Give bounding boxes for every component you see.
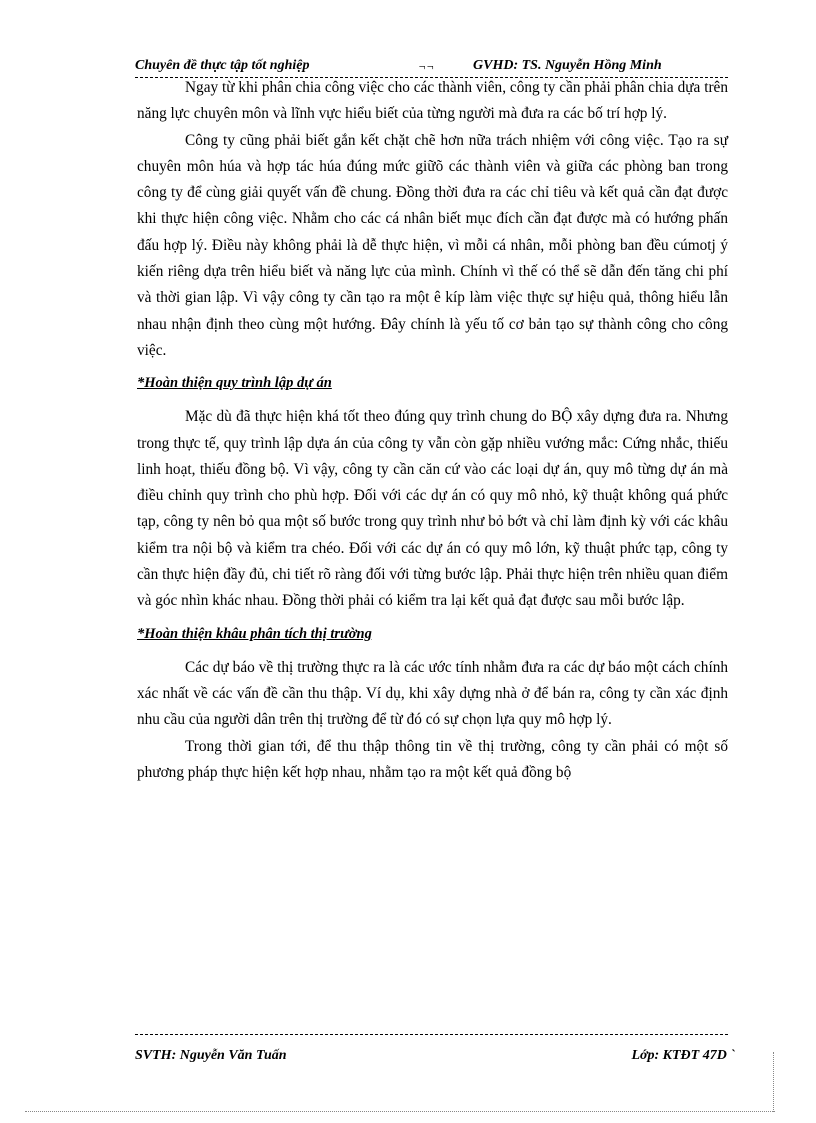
header-symbol: ¬¬ [418,59,435,73]
section-heading: *Hoàn thiện khâu phân tích thị trường [137,625,372,642]
header-thesis-title: Chuyên đề thực tập tốt nghiệp [135,58,310,73]
paragraph: Mặc dù đã thực hiện khá tốt theo đúng quy trình chung do BỘ xây dựng đưa ra. Nhưng trong thực tế, quy trình lập dựa án của công ty vẫn còn gặp nhiều vướng mắc: Cứng nhắc, thiếu linh hoạt, thiếu đồng bộ. Vì vậy, công ty cần căn cứ vào các loại dự án, quy mô từng dự án mà điều chỉnh quy trình cho phù hợp. Đối với các dự án có quy mô nhỏ, kỹ thuật không quá phức tạp, công ty nên bỏ qua một số bước trong quy trình như bỏ bớt và chỉ làm định kỳ với các khâu kiểm tra nội bộ và kiểm tra chéo. Đối với các dự án có quy mô lớn, kỹ thuật phức tạp, công ty cần thực hiện đầy đủ, chi tiết rõ ràng đối với từng bước lập. Phải thực hiện trên nhiều quan điểm và góc nhìn khác nhau. Đồng thời phải có kiểm tra lại kết quả đạt được sau mỗi bước lập. [137,408,728,610]
footer-student: SVTH: Nguyễn Văn Tuấn [135,1048,287,1063]
footer-divider [135,1034,728,1035]
page-margin-guide [25,1111,775,1112]
paragraph: Trong thời gian tới, để thu thập thông tin về thị trường, công ty cần phải có một số phương pháp thực hiện kết hợp nhau, nhằm tạo ra một kết quả đồng bộ [137,737,728,781]
header-advisor: GVHD: TS. Nguyễn Hồng Minh [473,58,662,73]
paragraph: Các dự báo về thị trường thực ra là các ước tính nhằm đưa ra các dự báo một cách chính xác nhất về các vấn đề cần thu thập. Ví dụ, khi xây dựng nhà ở để bán ra, công ty cần xác định nhu cầu của người dân trên thị trường để từ đó có sự chọn lựa quy mô hợp lý. [137,658,728,729]
page-margin-guide [773,1052,774,1112]
document-body [137,75,728,786]
page-footer [135,1046,735,1068]
footer-class: Lớp: KTĐT 47D ` [631,1048,735,1063]
section-heading: *Hoàn thiện quy trình lập dự án [137,375,332,392]
paragraph: Công ty cũng phải biết gắn kết chặt chẽ hơn nữa trách nhiệm với công việc. Tạo ra sự chuyên môn húa và hợp tác húa đúng mức giữõ các thành viên và giữa các phòng ban trong công ty để cùng giải quyết vấn đề chung. Đồng thời đưa ra các chỉ tiêu và kết quả cần đạt được khi thực hiện công việc. Nhằm cho các cá nhân biết mục đích cần đạt được mà có hướng phấn đấu hợp lý. Điều này không phải là dễ thực hiện, vì mỗi cá nhân, mỗi phòng ban đều cúmotj ý kiến riêng dựa trên hiểu biết và năng lực của mình. Chính vì thế có thể sẽ dẫn đến tăng chi phí và thời gian lập. Vì vậy công ty cần tạo ra một ê kíp làm việc thực sự hiệu quả, thông hiểu lẫn nhau nhận định theo cùng một hướng. Đây chính là yếu tố cơ bản tạo sự thành công cho công việc. [137,131,728,359]
paragraph: Ngay từ khi phân chia công việc cho các thành viên, công ty cần phải phân chia dựa trên năng lực chuyên môn và lĩnh vực hiểu biết của từng người mà đưa ra các bố trí hợp lý. [137,79,728,123]
